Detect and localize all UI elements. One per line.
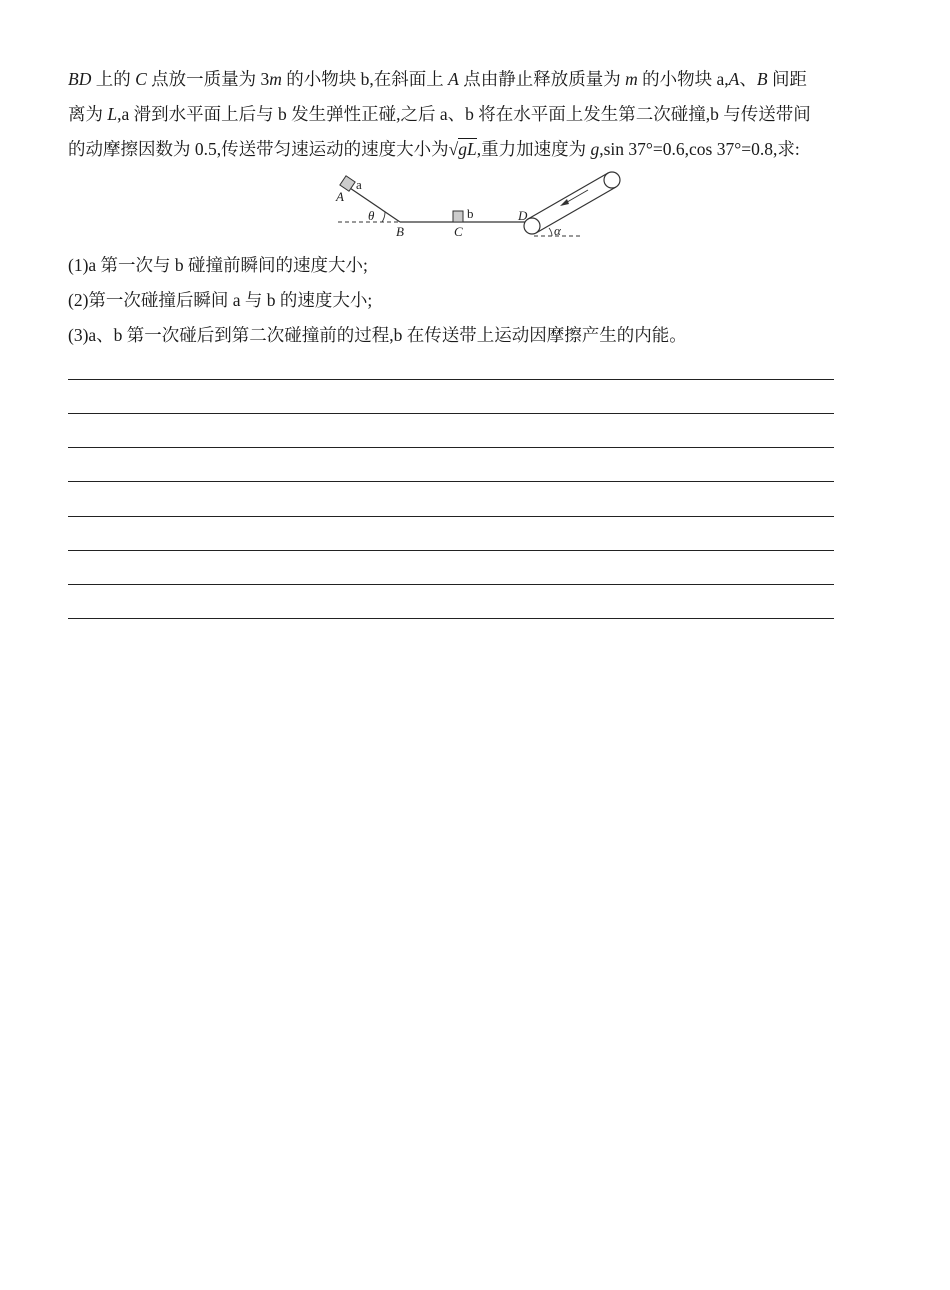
answer-line[interactable]	[68, 516, 834, 517]
figure-label-D: D	[518, 208, 528, 223]
question-3: (3)a、b 第一次碰后到第二次碰撞前的过程,b 在传送带上运动因摩擦产生的内能。	[68, 325, 687, 345]
label-C: C	[135, 69, 147, 89]
text: 的小物块 b,在斜面上	[281, 69, 449, 89]
label-B: B	[756, 69, 768, 89]
problem-statement	[68, 62, 878, 167]
alpha-arc	[549, 228, 552, 236]
conveyor-belt-upper	[528, 173, 608, 219]
physics-figure	[330, 168, 630, 240]
symbol-m: m	[625, 69, 638, 89]
text: 的小物块 a,	[637, 69, 729, 89]
symbol-g: g	[590, 139, 600, 159]
figure-label-b: b	[467, 206, 474, 221]
conveyor-belt-lower	[536, 187, 616, 233]
text: 离为	[68, 104, 108, 124]
text: 、	[739, 69, 757, 89]
radical-sign: √	[448, 139, 459, 159]
figure-label-C: C	[454, 224, 463, 239]
answer-line[interactable]	[68, 550, 834, 551]
question-1: (1)a 第一次与 b 碰撞前瞬间的速度大小;	[68, 255, 368, 275]
figure-label-a: a	[356, 177, 362, 192]
radicand: gL	[458, 139, 477, 159]
text: 上的	[91, 69, 136, 89]
text: ,重力加速度为	[476, 139, 591, 159]
text: 的动摩擦因数为 0.5,传送带匀速运动的速度大小为	[68, 139, 449, 159]
label-A: A	[728, 69, 740, 89]
text: 点放一质量为 3	[146, 69, 270, 89]
theta-arc	[382, 212, 385, 222]
answer-line[interactable]	[68, 413, 834, 414]
figure-label-B: B	[396, 224, 404, 239]
figure-label-alpha: α	[554, 223, 561, 238]
label-A: A	[448, 69, 459, 89]
text: ,a 滑到水平面上后与 b 发生弹性正碰,之后 a、b 将在水平面上发生第二次碰撞,b 与传送带间	[117, 104, 811, 124]
sqrt-gL	[449, 132, 477, 167]
answer-line[interactable]	[68, 584, 834, 585]
block-b	[453, 211, 463, 222]
answer-line[interactable]	[68, 618, 834, 619]
text: 点由静止释放质量为	[458, 69, 626, 89]
text: 间距	[767, 69, 807, 89]
symbol-L: L	[107, 104, 118, 124]
problem-line-2	[68, 97, 878, 132]
problem-line-1	[68, 62, 878, 97]
symbol-m: m	[269, 69, 282, 89]
figure-label-theta: θ	[368, 208, 375, 223]
label-BD: BD	[68, 69, 92, 89]
answer-line[interactable]	[68, 481, 834, 482]
question-2: (2)第一次碰撞后瞬间 a 与 b 的速度大小;	[68, 290, 373, 310]
answer-line[interactable]	[68, 447, 834, 448]
figure-label-A: A	[336, 189, 344, 204]
text: ,sin 37°=0.6,cos 37°=0.8,求:	[599, 139, 800, 159]
answer-line[interactable]	[68, 379, 834, 380]
problem-line-3	[68, 132, 878, 167]
